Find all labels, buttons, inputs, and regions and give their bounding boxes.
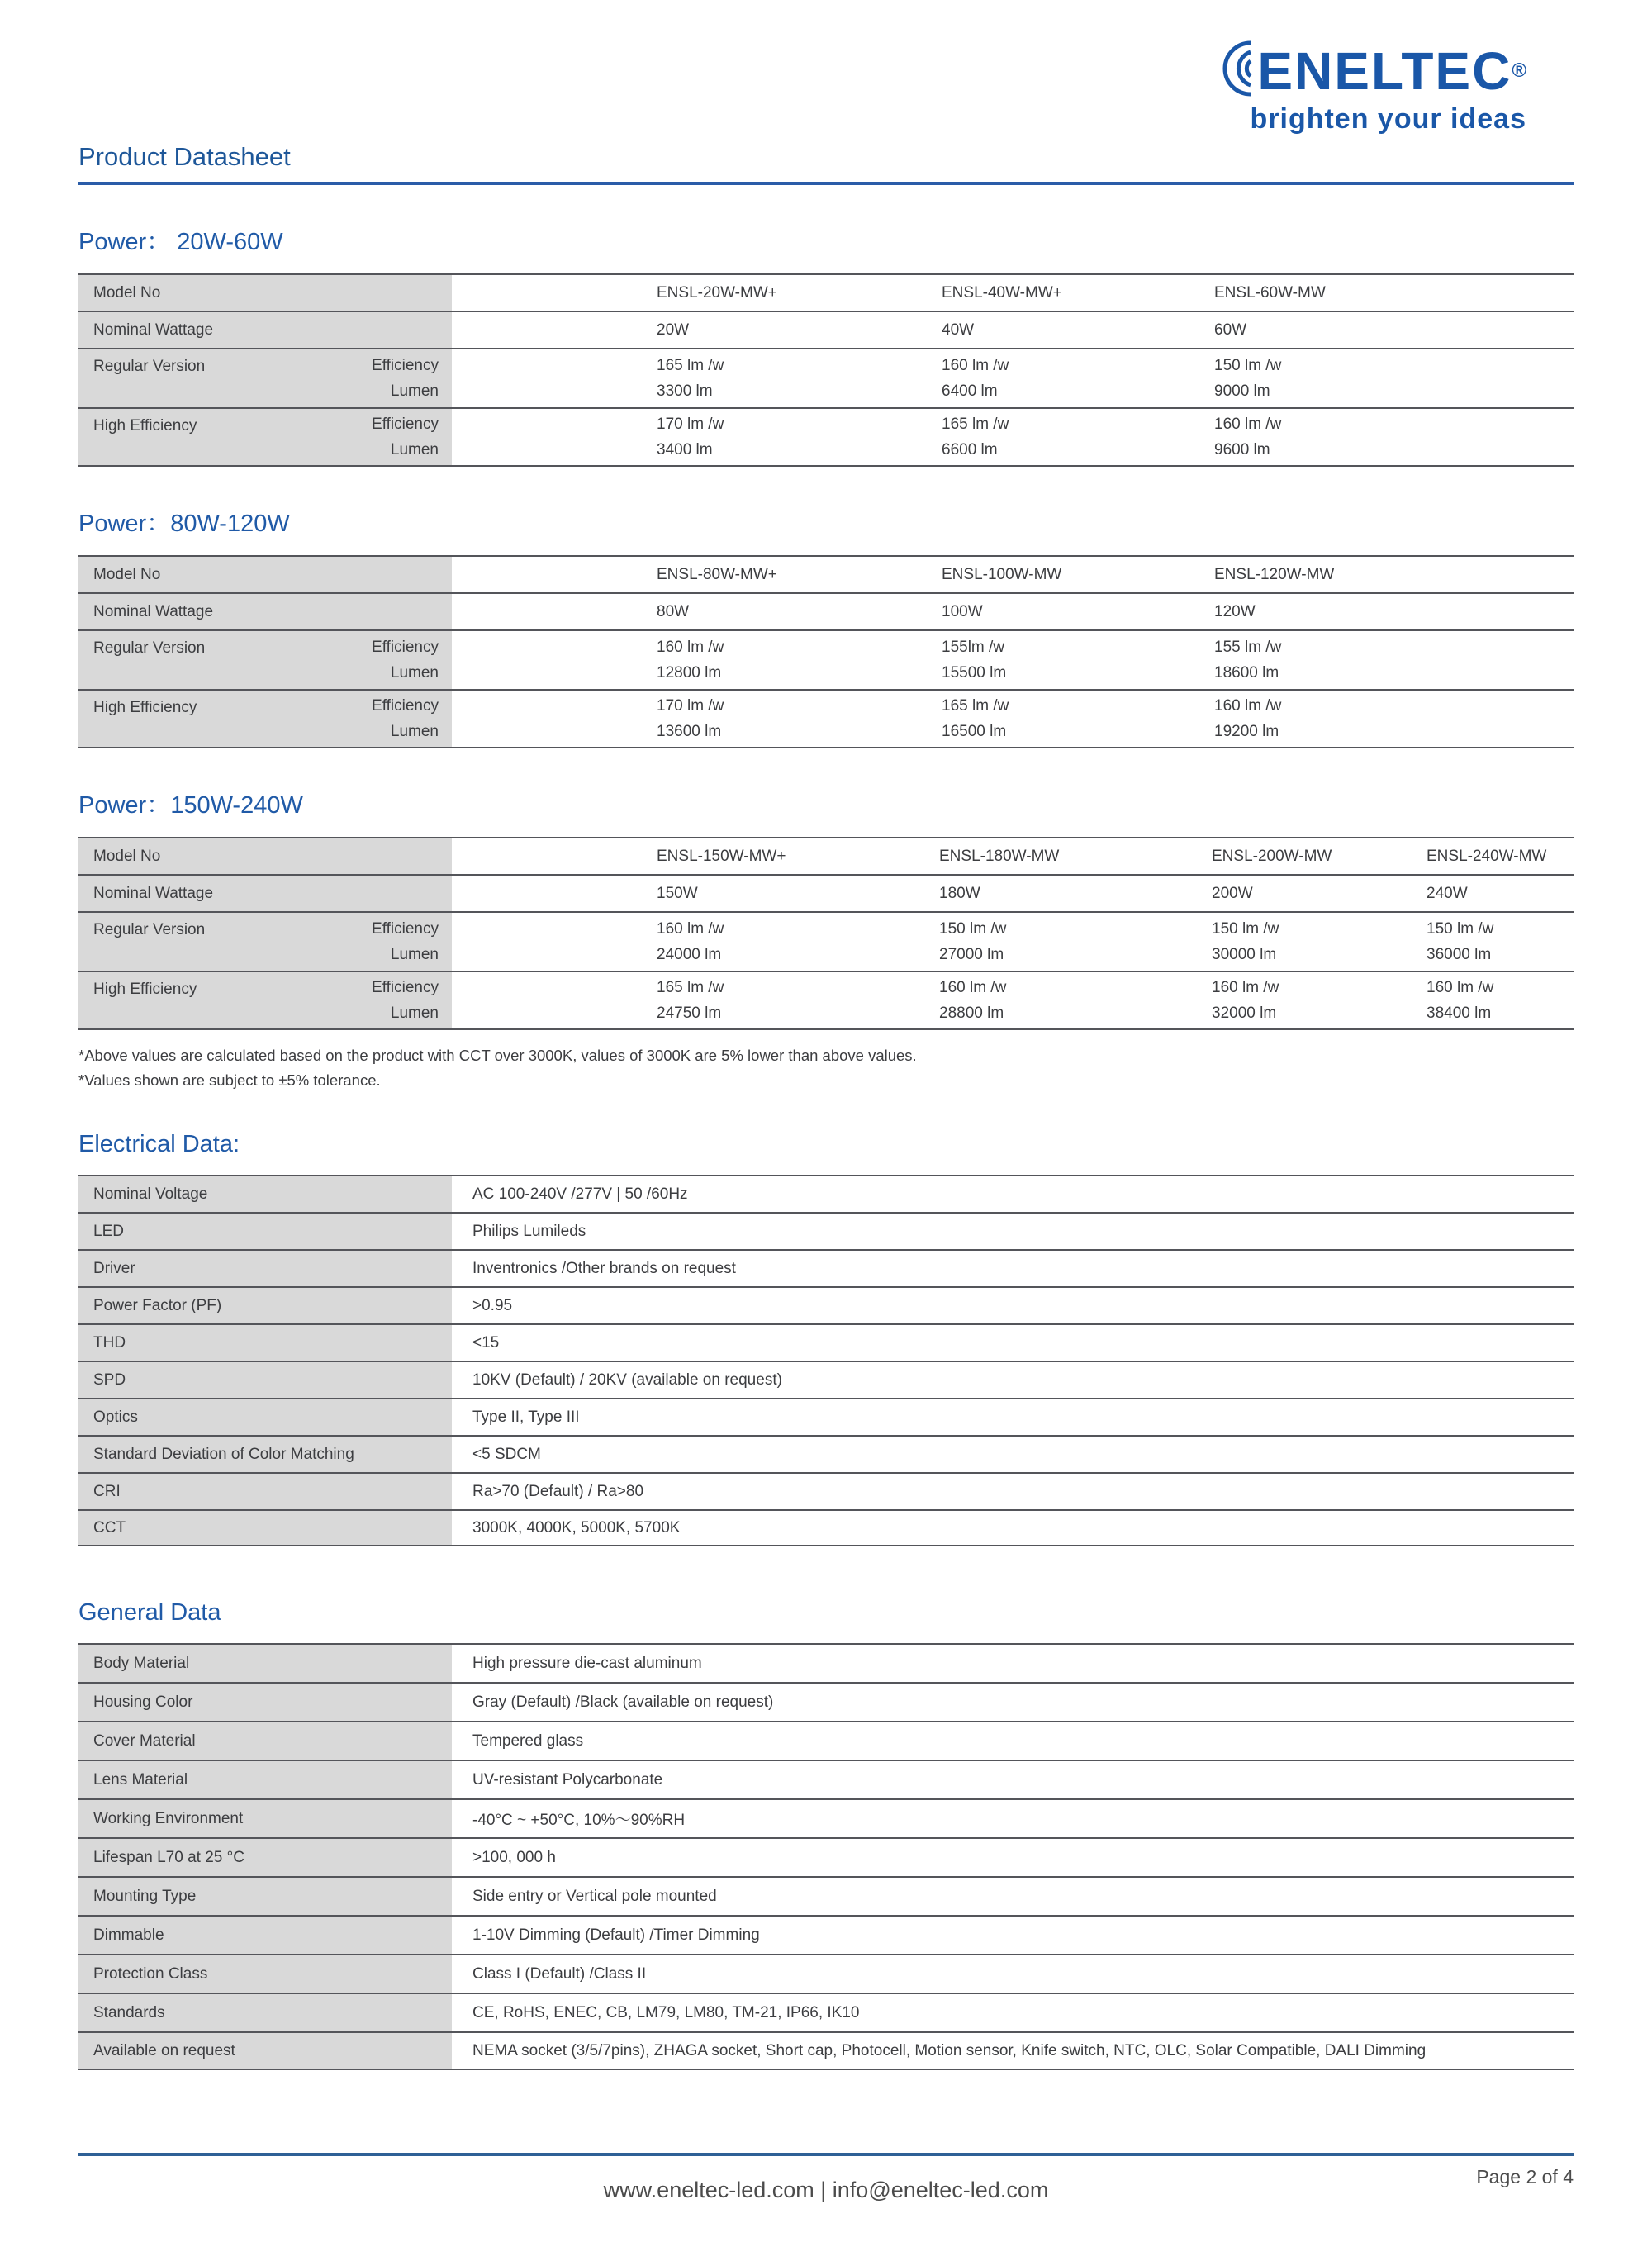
sub-label-efficiency: Efficiency — [372, 357, 439, 374]
row-value: >100, 000 h — [472, 1848, 556, 1866]
row-label: Optics — [78, 1399, 452, 1435]
row-value: 10KV (Default) / 20KV (available on request) — [472, 1370, 782, 1389]
row-value: CE, RoHS, ENEC, CB, LM79, LM80, TM-21, IP66, IK10 — [472, 2003, 860, 2021]
row-value: UV-resistant Polycarbonate — [472, 1770, 663, 1788]
row-label: CCT — [78, 1511, 452, 1545]
row-value: <5 SDCM — [472, 1445, 541, 1463]
row-value: Inventronics /Other brands on request — [472, 1259, 736, 1277]
electrical-data-section — [78, 1131, 1574, 1546]
sub-label-efficiency: Efficiency — [372, 697, 439, 715]
table-row — [78, 273, 1574, 311]
wattage-cell: 200W — [1212, 885, 1253, 902]
row-value: Side entry or Vertical pole mounted — [472, 1887, 717, 1905]
row-label: LED — [78, 1214, 452, 1249]
wattage-cell: 40W — [942, 321, 975, 339]
row-label: THD — [78, 1325, 452, 1361]
row-value: Class I (Default) /Class II — [472, 1964, 647, 1983]
table-row — [78, 1175, 1574, 1212]
regular-cell: 165 lm /w 3300 lm — [657, 357, 724, 400]
wattage-cell: 100W — [942, 603, 983, 620]
power-table-20-60 — [78, 273, 1574, 467]
sub-label-lumen: Lumen — [390, 946, 439, 963]
row-value: <15 — [472, 1333, 500, 1351]
table-row — [78, 407, 1574, 467]
high-eff-cell: 170 lm /w 3400 lm — [657, 416, 724, 458]
footer-contact-links: www.eneltec-led.com | info@eneltec-led.com — [603, 2178, 1049, 2202]
electrical-data-table — [78, 1175, 1574, 1546]
row-label: Protection Class — [78, 1955, 452, 1993]
row-label: Standard Deviation of Color Matching — [78, 1437, 452, 1472]
high-eff-cell: 160 lm /w 9600 lm — [1214, 416, 1282, 458]
row-label: Lens Material — [78, 1761, 452, 1798]
table-row — [78, 1643, 1574, 1682]
general-data-table — [78, 1643, 1574, 2070]
row-label: High Efficiency — [93, 699, 197, 716]
regular-cell: 150 lm /w 9000 lm — [1214, 357, 1282, 400]
row-label: Nominal Wattage — [93, 603, 214, 620]
row-value: NEMA socket (3/5/7pins), ZHAGA socket, Short cap, Photocell, Motion sensor, Knife switch, NTC, OLC, Solar Compatible, DALI Dimming — [472, 2041, 1427, 2059]
table-row — [78, 311, 1574, 348]
footnote: *Values shown are subject to ±5% tolerance. — [78, 1071, 381, 1089]
row-value: AC 100-240V /277V | 50 /60Hz — [472, 1185, 688, 1203]
model-cell: ENSL-240W-MW — [1427, 848, 1547, 865]
high-eff-cell: 165 lm /w 6600 lm — [942, 416, 1009, 458]
model-cell: ENSL-80W-MW+ — [657, 566, 777, 583]
title-divider — [78, 182, 1574, 185]
table-row — [78, 1361, 1574, 1398]
high-eff-cell: 160 lm /w 32000 lm — [1212, 979, 1279, 1022]
sub-label-lumen: Lumen — [390, 723, 439, 740]
row-label: Model No — [93, 848, 161, 865]
sub-label-efficiency: Efficiency — [372, 639, 439, 656]
table-row — [78, 1472, 1574, 1509]
table-row — [78, 971, 1574, 1030]
page-number: Page 2 of 4 — [1476, 2166, 1574, 2187]
high-eff-cell: 165 lm /w 24750 lm — [657, 979, 724, 1022]
row-label: CRI — [78, 1474, 452, 1509]
high-eff-cell: 160 lm /w 28800 lm — [939, 979, 1007, 1022]
table-row — [78, 837, 1574, 874]
power-section-80-120 — [78, 505, 1574, 748]
table-row — [78, 1915, 1574, 1954]
regular-cell: 155 lm /w 18600 lm — [1214, 639, 1282, 682]
regular-cell: 150 lm /w 30000 lm — [1212, 920, 1279, 963]
table-row — [78, 911, 1574, 971]
footnotes — [78, 1043, 1574, 1093]
row-label: Regular Version — [93, 639, 206, 657]
sub-label-lumen: Lumen — [390, 382, 439, 400]
page-footer — [78, 2153, 1574, 2203]
sub-label-efficiency: Efficiency — [372, 920, 439, 938]
table-row — [78, 1721, 1574, 1760]
model-cell: ENSL-150W-MW+ — [657, 848, 786, 865]
model-cell: ENSL-100W-MW — [942, 566, 1062, 583]
table-row — [78, 1798, 1574, 1837]
row-label: Model No — [93, 566, 161, 583]
section-title: Power： 20W-60W — [78, 229, 283, 255]
model-cell: ENSL-20W-MW+ — [657, 284, 777, 302]
wattage-cell: 180W — [939, 885, 980, 902]
row-label: Power Factor (PF) — [78, 1288, 452, 1323]
power-table-80-120 — [78, 555, 1574, 748]
model-cell: ENSL-120W-MW — [1214, 566, 1335, 583]
row-value: Ra>70 (Default) / Ra>80 — [472, 1482, 644, 1500]
row-label: Cover Material — [78, 1722, 452, 1760]
power-section-150-240 — [78, 786, 1574, 1030]
row-label: SPD — [78, 1362, 452, 1398]
registered-mark: ® — [1512, 59, 1526, 82]
model-cell: ENSL-60W-MW — [1214, 284, 1326, 302]
high-eff-cell: 160 lm /w 38400 lm — [1427, 979, 1494, 1022]
section-title: Electrical Data: — [78, 1131, 240, 1157]
table-row — [78, 629, 1574, 689]
table-row — [78, 348, 1574, 407]
row-value: >0.95 — [472, 1296, 513, 1314]
page-title: Product Datasheet — [78, 142, 291, 171]
high-eff-cell: 170 lm /w 13600 lm — [657, 697, 724, 740]
power-section-20-60 — [78, 223, 1574, 467]
regular-cell: 155lm /w 15500 lm — [942, 639, 1007, 682]
row-label: Housing Color — [78, 1684, 452, 1721]
table-row — [78, 1876, 1574, 1915]
row-label: Dimmable — [78, 1917, 452, 1954]
regular-cell: 150 lm /w 27000 lm — [939, 920, 1007, 963]
model-cell: ENSL-40W-MW+ — [942, 284, 1062, 302]
wattage-cell: 60W — [1214, 321, 1247, 339]
row-label: Driver — [78, 1251, 452, 1286]
high-eff-cell: 165 lm /w 16500 lm — [942, 697, 1009, 740]
table-row — [78, 1993, 1574, 2031]
row-label: Lifespan L70 at 25 °C — [78, 1839, 452, 1876]
power-table-150-240 — [78, 837, 1574, 1030]
section-title: General Data — [78, 1599, 221, 1626]
table-row — [78, 555, 1574, 592]
row-label: Nominal Wattage — [93, 321, 214, 339]
table-row — [78, 1760, 1574, 1798]
sub-label-lumen: Lumen — [390, 1005, 439, 1022]
table-row — [78, 1837, 1574, 1876]
regular-cell: 160 lm /w 6400 lm — [942, 357, 1009, 400]
row-label: Working Environment — [78, 1800, 452, 1837]
table-row — [78, 2031, 1574, 2070]
regular-cell: 160 lm /w 12800 lm — [657, 639, 724, 682]
row-label: Nominal Voltage — [78, 1176, 452, 1212]
table-row — [78, 689, 1574, 748]
row-value: 1-10V Dimming (Default) /Timer Dimming — [472, 1926, 760, 1944]
row-label: Nominal Wattage — [93, 885, 214, 902]
brand-tagline: brighten your ideas — [1250, 103, 1526, 135]
row-label: Body Material — [78, 1645, 452, 1682]
model-cell: ENSL-180W-MW — [939, 848, 1060, 865]
regular-cell: 160 lm /w 24000 lm — [657, 920, 724, 963]
row-value: 3000K, 4000K, 5000K, 5700K — [472, 1518, 681, 1537]
sub-label-lumen: Lumen — [390, 664, 439, 682]
wattage-cell: 150W — [657, 885, 698, 902]
row-value: High pressure die-cast aluminum — [472, 1654, 702, 1672]
table-row — [78, 1398, 1574, 1435]
high-eff-cell: 160 lm /w 19200 lm — [1214, 697, 1282, 740]
sub-label-efficiency: Efficiency — [372, 416, 439, 433]
row-value: Type II, Type III — [472, 1408, 580, 1426]
table-row — [78, 1323, 1574, 1361]
wattage-cell: 240W — [1427, 885, 1468, 902]
table-row — [78, 874, 1574, 911]
wattage-cell: 20W — [657, 321, 690, 339]
table-row — [78, 1286, 1574, 1323]
sub-label-efficiency: Efficiency — [372, 979, 439, 996]
row-label: Regular Version — [93, 921, 206, 938]
model-cell: ENSL-200W-MW — [1212, 848, 1332, 865]
wattage-cell: 120W — [1214, 603, 1256, 620]
section-title: Power：80W-120W — [78, 511, 290, 537]
row-value: Tempered glass — [472, 1731, 584, 1750]
row-value: -40°C ~ +50°C, 10%～90%RH — [472, 1812, 686, 1829]
wattage-cell: 80W — [657, 603, 690, 620]
row-value: Gray (Default) /Black (available on request) — [472, 1693, 774, 1711]
brand-name: ENELTEC — [1257, 40, 1512, 101]
row-label: Available on request — [78, 2033, 452, 2069]
row-value: Philips Lumileds — [472, 1222, 586, 1240]
row-label: Model No — [93, 284, 161, 302]
section-title: Power：150W-240W — [78, 792, 303, 819]
table-row — [78, 1212, 1574, 1249]
table-row — [78, 1435, 1574, 1472]
regular-cell: 150 lm /w 36000 lm — [1427, 920, 1494, 963]
table-row — [78, 1954, 1574, 1993]
table-row — [78, 592, 1574, 629]
table-row — [78, 1509, 1574, 1546]
row-label: Standards — [78, 1994, 452, 2031]
row-label: Mounting Type — [78, 1878, 452, 1915]
general-data-section — [78, 1599, 1574, 2070]
table-row — [78, 1682, 1574, 1721]
row-label: High Efficiency — [93, 417, 197, 435]
row-label: Regular Version — [93, 358, 206, 375]
sub-label-lumen: Lumen — [390, 441, 439, 458]
table-row — [78, 1249, 1574, 1286]
footnote: *Above values are calculated based on the product with CCT over 3000K, values of 3000K are 5% lower than above values. — [78, 1047, 917, 1064]
row-label: High Efficiency — [93, 981, 197, 998]
